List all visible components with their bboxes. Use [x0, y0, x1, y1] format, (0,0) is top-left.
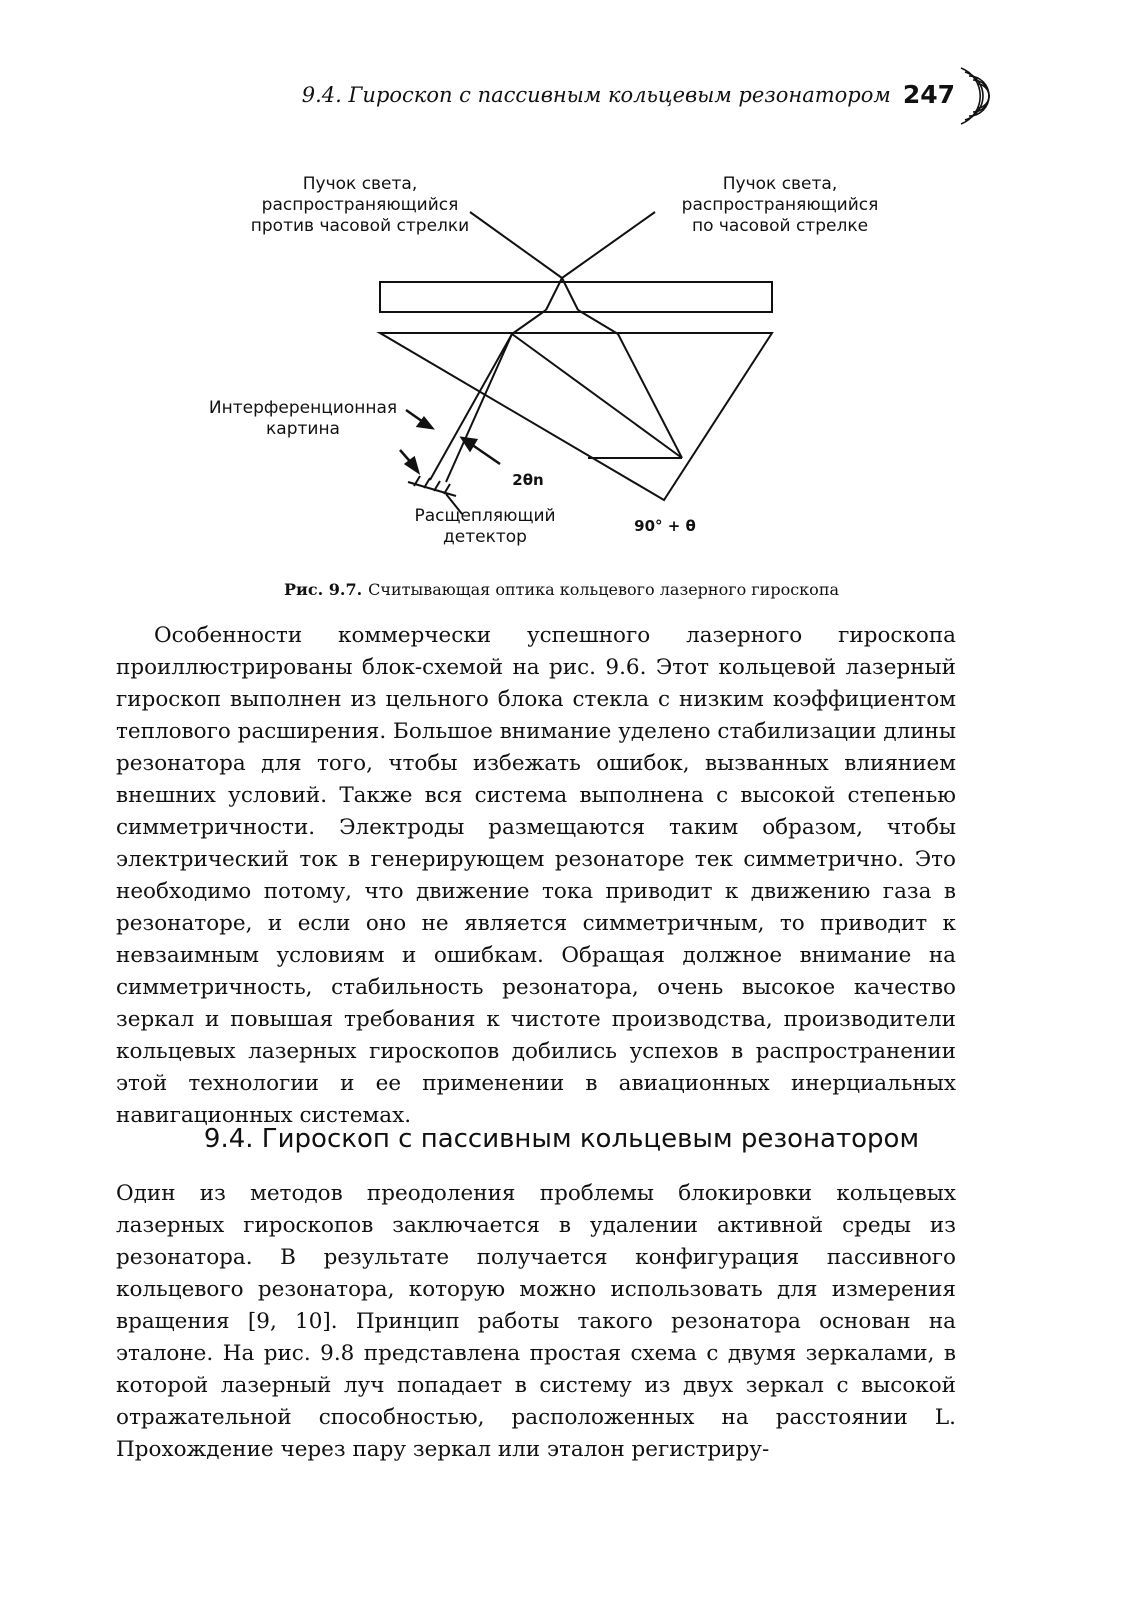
running-header: [301, 80, 955, 109]
section-heading: 9.4. Гироскоп с пассивным кольцевым резонатором: [203, 1124, 920, 1154]
combining-prism: [380, 333, 772, 500]
caption-label: Рис. 9.7.: [283, 580, 363, 599]
page-number: 247: [902, 80, 955, 109]
label-interference-pattern: Интерференционная картина: [208, 398, 398, 439]
label-2theta-n: 2θn: [512, 471, 544, 489]
caption-text: Считывающая оптика кольцевого лазерного гироскопа: [368, 580, 840, 599]
label-cw-beam: Пучок света, распространяющийся по часовой стрелке: [681, 174, 879, 236]
label-splitting-detector: Расщепляющий детектор: [414, 506, 556, 547]
label-angle: 90° + θ: [634, 517, 696, 535]
output-beam-2: [446, 334, 512, 482]
paragraph-2: Один из методов преодоления проблемы блокировки кольцевых лазерных гироскопов заключается в удалении активной среды из резонатора. В результате получается конфигурация пассивного кольцевого резонатора, которую можно использовать для измерения вращения [9, 10]. Принцип работы такого резонатора основан на эталоне. На рис. 9.8 представлена простая схема с двумя зеркалами, в которой лазерный луч попадает в систему из двух зеркал с высокой отражательной способностью, расположенных на расстоянии L. Прохождение через пару зеркал или эталон регистриру-: [116, 1181, 956, 1462]
label-ccw-beam: Пучок света, распространяющийся против часовой стрелки: [250, 174, 470, 236]
running-title: 9.4. Гироскоп с пассивным кольцевым резонатором: [301, 82, 891, 107]
page-number-arc-decoration: [955, 60, 1015, 130]
ccw-beam-line: [470, 212, 562, 278]
figure-caption: [0, 580, 1123, 599]
cw-beam-line: [562, 212, 655, 278]
paragraph-1: Особенности коммерчески успешного лазерного гироскопа проиллюстрированы блок-схемой на рис. 9.6. Этот кольцевой лазерный гироскоп выполнен из цельного блока стекла с низким коэффициентом теплового расширения. Большое внимание уделено стабилизации длины резонатора для того, чтобы избежать ошибок, вызванных влиянием внешних условий. Также вся система выполнена с высокой степенью симметричности. Электроды размещаются таким образом, чтобы электрический ток в генерирующем резонаторе тек симметрично. Это необходимо потому, что движение тока приводит к движению газа в резонаторе, и если оно не является симметричным, то приводит к невзаимным условиям и ошибкам. Обращая должное внимание на симметричность, стабильность резонатора, очень высокое качество зеркал и повышая требования к чистоте производства, производители кольцевых лазерных гироскопов добились успехов в распространении этой технологии и ее применении в авиационных инерциальных навигационных системах.: [116, 623, 956, 1128]
output-beam-1: [430, 334, 512, 480]
figure-ring-laser-readout-optics: [200, 160, 900, 560]
